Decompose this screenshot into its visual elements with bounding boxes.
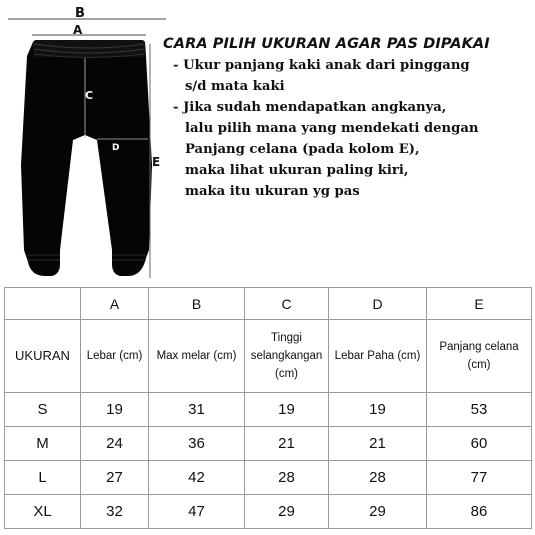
value-cell: 47	[149, 495, 245, 529]
column-desc-a: Lebar (cm)	[81, 320, 149, 393]
value-cell: 24	[81, 427, 149, 461]
ukuran-header: UKURAN	[5, 320, 81, 393]
value-cell: 29	[245, 495, 329, 529]
value-cell: 19	[245, 393, 329, 427]
column-desc-e: Panjang celana (cm)	[427, 320, 532, 393]
column-letter-a: A	[81, 288, 149, 320]
value-cell: 53	[427, 393, 532, 427]
table-row	[5, 427, 532, 461]
pants-diagram	[0, 0, 175, 285]
instruction-line: maka lihat ukuran paling kiri,	[185, 163, 409, 178]
size-cell: M	[5, 427, 81, 461]
value-cell: 36	[149, 427, 245, 461]
size-guide-instructions	[163, 36, 531, 202]
column-letter-d: D	[329, 288, 427, 320]
value-cell: 19	[329, 393, 427, 427]
size-cell: XL	[5, 495, 81, 529]
value-cell: 21	[329, 427, 427, 461]
value-cell: 60	[427, 427, 532, 461]
column-desc-d: Lebar Paha (cm)	[329, 320, 427, 393]
dimension-b-label: B	[75, 6, 85, 21]
value-cell: 32	[81, 495, 149, 529]
size-cell: L	[5, 461, 81, 495]
table-corner-cell	[5, 288, 81, 320]
size-cell: S	[5, 393, 81, 427]
instruction-line: Panjang celana (pada kolom E),	[185, 142, 420, 157]
value-cell: 86	[427, 495, 532, 529]
column-desc-c: Tinggi selangkangan (cm)	[245, 320, 329, 393]
table-row	[5, 461, 532, 495]
column-desc-b: Max melar (cm)	[149, 320, 245, 393]
instruction-line: - Ukur panjang kaki anak dari pinggang	[173, 58, 470, 73]
column-letter-e: E	[427, 288, 532, 320]
value-cell: 27	[81, 461, 149, 495]
value-cell: 28	[245, 461, 329, 495]
table-header-row	[5, 320, 532, 393]
value-cell: 21	[245, 427, 329, 461]
dimension-d-label: D	[112, 143, 120, 153]
size-chart-table	[4, 287, 532, 529]
dimension-c-label: C	[85, 89, 94, 102]
instructions-title: CARA PILIH UKURAN AGAR PAS DIPAKAI	[163, 36, 490, 52]
table-row	[5, 495, 532, 529]
value-cell: 28	[329, 461, 427, 495]
instruction-line: - Jika sudah mendapatkan angkanya,	[173, 100, 447, 115]
pants-silhouette	[21, 40, 152, 276]
value-cell: 77	[427, 461, 532, 495]
table-letter-row	[5, 288, 532, 320]
instruction-line: s/d mata kaki	[185, 79, 285, 94]
column-letter-b: B	[149, 288, 245, 320]
value-cell: 19	[81, 393, 149, 427]
table-row	[5, 393, 532, 427]
column-letter-c: C	[245, 288, 329, 320]
instruction-line: maka itu ukuran yg pas	[185, 184, 360, 199]
value-cell: 31	[149, 393, 245, 427]
dimension-e-label: E	[152, 155, 161, 169]
value-cell: 42	[149, 461, 245, 495]
instruction-line: lalu pilih mana yang mendekati dengan	[185, 121, 479, 136]
dimension-a-label: A	[73, 23, 83, 37]
value-cell: 29	[329, 495, 427, 529]
